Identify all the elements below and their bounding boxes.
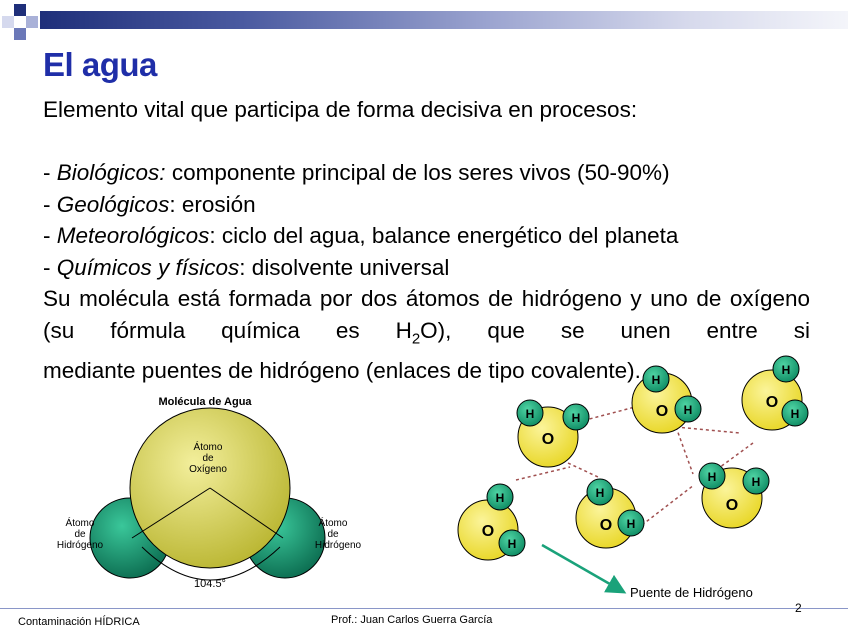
footer-author: Prof.: Juan Carlos Guerra García xyxy=(331,614,493,626)
hydrogen-symbol: H xyxy=(525,407,535,421)
water-molecule-diagram xyxy=(40,388,380,600)
oxygen-symbol: O xyxy=(725,497,739,514)
bullet-meteorologicos: - Meteorológicos: ciclo del agua, balance energético del planeta xyxy=(43,223,679,248)
hydrogen-left-label-3: Hidrógeno xyxy=(56,540,104,551)
hydrogen-right-label-3: Hidrógeno xyxy=(314,540,362,551)
header-square xyxy=(2,16,14,28)
oxygen-label-2: de xyxy=(202,453,214,464)
hydrogen-symbol: H xyxy=(626,517,636,531)
hydrogen-symbol: H xyxy=(781,363,791,377)
molecule-text-1: Su molécula está formada por dos átomos de hidrógeno y uno de oxígeno (su fórmula química es H xyxy=(43,286,810,343)
formula-subscript: 2 xyxy=(411,330,421,347)
oxygen-symbol: O xyxy=(655,403,669,420)
hydrogen-bond xyxy=(676,427,693,474)
molecule-title: Molécula de Agua xyxy=(158,396,252,408)
intro-text: Elemento vital que participa de forma decisiva en procesos: xyxy=(43,97,638,122)
bridge-label: Puente de Hidrógeno xyxy=(630,585,753,600)
hydrogen-symbol: H xyxy=(683,403,693,417)
hydrogen-bond xyxy=(516,467,570,480)
angle-label: 104.5° xyxy=(194,578,226,590)
bullet-text: : erosión xyxy=(169,191,256,217)
bullet-text: : ciclo del agua, balance energético del planeta xyxy=(209,223,679,248)
bullet-term: Geológicos xyxy=(56,191,170,217)
water-molecule xyxy=(458,484,525,560)
oxygen-label-1: Átomo xyxy=(193,442,223,453)
bullet-term: Biológicos: xyxy=(56,160,166,185)
header-square xyxy=(14,28,26,40)
footer-divider xyxy=(0,608,848,609)
hydrogen-bond xyxy=(676,427,740,433)
header-bar xyxy=(40,11,848,29)
molecule-paragraph-end: mediante puentes de hidrógeno (enlaces de tipo covalente). xyxy=(43,357,641,383)
oxygen-label-3: Oxígeno xyxy=(189,464,227,475)
hydrogen-symbol: H xyxy=(495,491,505,505)
hydrogen-bond-diagram xyxy=(450,355,848,605)
slide-body xyxy=(43,94,810,386)
water-molecule xyxy=(742,356,808,430)
hydrogen-left-label-2: de xyxy=(74,529,86,540)
hydrogen-left-label-1: Átomo xyxy=(65,518,95,529)
bullet-text: : disolvente universal xyxy=(239,254,450,280)
bullet-geologicos: - Geológicos: erosión xyxy=(43,191,256,217)
oxygen-symbol: O xyxy=(481,523,495,540)
hydrogen-right-label-2: de xyxy=(327,529,339,540)
molecule-paragraph xyxy=(43,283,810,355)
header-square xyxy=(26,16,38,28)
water-molecule xyxy=(632,366,701,433)
hydrogen-symbol: H xyxy=(595,486,605,500)
hydrogen-symbol: H xyxy=(790,407,800,421)
oxygen-symbol: O xyxy=(541,431,555,448)
water-molecule xyxy=(517,400,589,467)
oxygen-symbol: O xyxy=(765,394,779,411)
bridge-arrow xyxy=(542,545,622,591)
hydrogen-symbol: H xyxy=(651,373,661,387)
bullet-biologicos: - Biológicos: componente principal de los seres vivos (50-90%) xyxy=(43,160,670,185)
hydrogen-symbol: H xyxy=(507,537,517,551)
hydrogen-symbol: H xyxy=(571,411,581,425)
molecule-text-2: O), que se unen entre si xyxy=(420,317,810,343)
page-number: 2 xyxy=(795,601,802,615)
hydrogen-symbol: H xyxy=(751,475,761,489)
water-molecule xyxy=(699,463,769,528)
bullet-text: componente principal de los seres vivos (50-90%) xyxy=(165,160,670,185)
water-molecule xyxy=(576,479,644,548)
header-square xyxy=(14,4,26,16)
spacer xyxy=(43,126,810,158)
bullet-term: Químicos y físicos xyxy=(56,254,240,280)
slide-title: El agua xyxy=(43,46,157,83)
hydrogen-bond xyxy=(568,463,598,477)
hydrogen-right-label-1: Átomo xyxy=(318,518,348,529)
hydrogen-symbol: H xyxy=(707,470,717,484)
oxygen-symbol: O xyxy=(599,517,613,534)
hydrogen-bond xyxy=(642,485,694,525)
footer-left-text: Contaminación HÍDRICA xyxy=(18,616,140,628)
bullet-quimicos: - Químicos y físicos: disolvente universal xyxy=(43,254,450,280)
bullet-term: Meteorológicos xyxy=(56,223,210,248)
